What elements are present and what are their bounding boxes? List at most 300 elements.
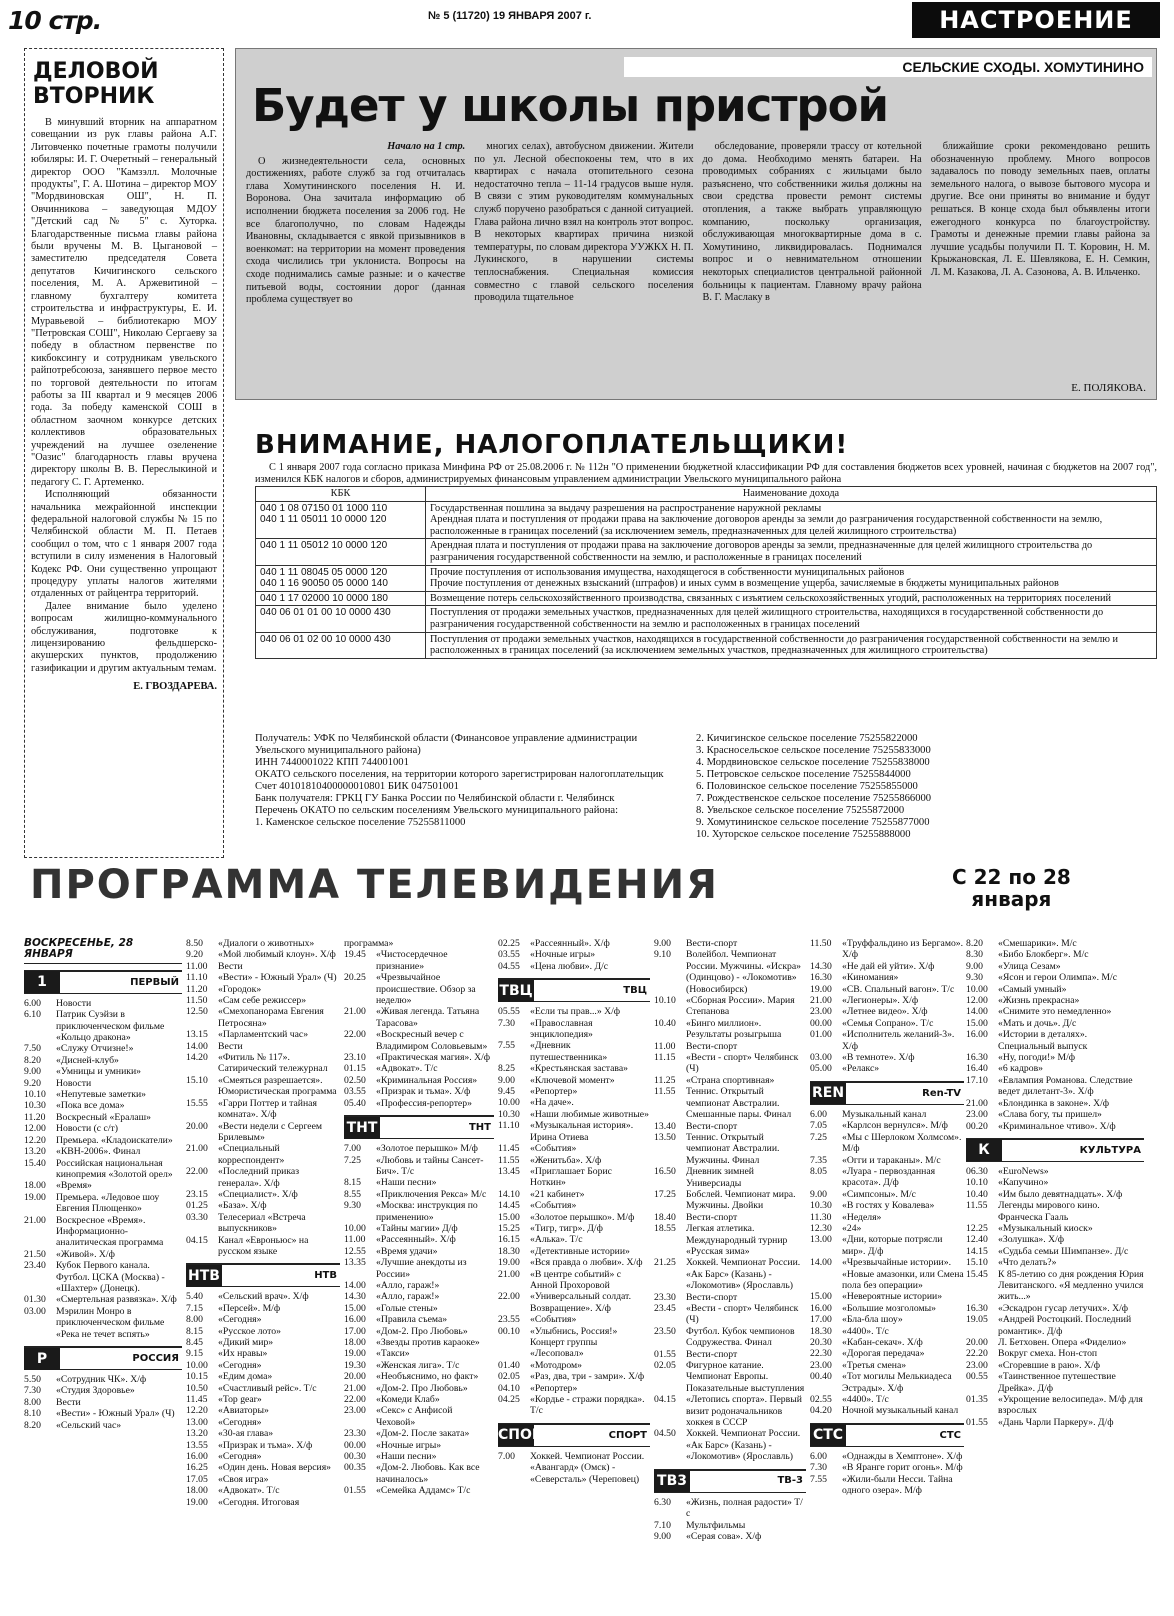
channel-name: НТВ — [314, 1270, 337, 1282]
program-time: 23.00 — [810, 1006, 832, 1018]
program-title: «Луара - первозданная красота». Д/ф — [842, 1165, 936, 1189]
program-title: «Снимите это немедленно» — [998, 1006, 1112, 1018]
program-time: 10.30 — [498, 1108, 520, 1120]
program-row — [654, 1292, 806, 1303]
program-row — [966, 984, 1144, 995]
program-row — [344, 972, 494, 1006]
program-row — [810, 1029, 964, 1052]
program-time: 11.00 — [344, 1234, 366, 1246]
program-time: 13.20 — [24, 1146, 46, 1158]
channel-header — [966, 1138, 1144, 1162]
program-time: 8.00 — [24, 1396, 41, 1408]
program-time: 01.25 — [186, 1200, 208, 1212]
program-time: 10.00 — [498, 1097, 520, 1109]
program-row — [810, 1006, 964, 1017]
program-time: 16.40 — [966, 1063, 988, 1075]
program-time: 6.00 — [810, 1450, 827, 1462]
program-title: «Бла-бла шоу» — [842, 1314, 903, 1326]
program-row — [810, 1337, 964, 1348]
program-time: 9.10 — [654, 949, 671, 961]
channel-header — [498, 978, 650, 1002]
program-title: «Кабан-секач». Х/ф — [842, 1337, 923, 1348]
program-time: 11.15 — [654, 1052, 676, 1064]
program-time: 11.25 — [654, 1074, 676, 1086]
feature-article — [235, 48, 1157, 400]
feature-column — [474, 141, 693, 307]
program-title: «EuroNews» — [998, 1165, 1049, 1177]
program-row — [186, 1462, 340, 1473]
program-row — [810, 995, 964, 1006]
program-title: «Ночные игры» — [376, 1439, 442, 1451]
program-time: 14.15 — [966, 1245, 988, 1257]
program-time: 23.15 — [186, 1188, 208, 1200]
program-row — [966, 1371, 1144, 1394]
program-time: 7.30 — [24, 1385, 41, 1397]
program-title: «Укрощение велосипеда». М/ф для взрослых — [998, 1394, 1143, 1417]
program-row — [654, 1075, 806, 1086]
program-title: Музыкальный канал — [842, 1108, 927, 1120]
program-time: 11.20 — [186, 983, 208, 995]
program-time: 14.00 — [810, 1257, 832, 1269]
program-time: 11.50 — [186, 995, 208, 1007]
program-row — [186, 1360, 340, 1371]
program-title: Вести-спорт — [686, 1211, 738, 1223]
program-row — [186, 1326, 340, 1337]
program-row — [186, 1006, 340, 1029]
program-title: «Сборная России». Мария Степанова — [686, 995, 795, 1018]
program-title: «Алло, гараж!» — [376, 1279, 440, 1291]
program-time: 10.00 — [344, 1222, 366, 1234]
program-time: 8.55 — [344, 1188, 361, 1200]
kbk-row — [256, 565, 1157, 591]
program-title: «Их нравы» — [218, 1348, 268, 1360]
program-time: 20.00 — [344, 1371, 366, 1383]
payee-line: ИНН 7440001022 КПП 744001001 — [255, 757, 409, 768]
channel-logo-icon: ТНТ — [344, 1117, 380, 1139]
program-row — [186, 1485, 340, 1496]
program-time: 04.20 — [810, 1405, 832, 1417]
program-title: «Мотодром» — [530, 1359, 583, 1371]
program-time: 23.30 — [344, 1428, 366, 1440]
program-time: 01.55 — [966, 1416, 988, 1428]
program-time: 8.50 — [186, 938, 203, 949]
program-time: 8.15 — [186, 1325, 203, 1337]
program-row — [186, 1428, 340, 1439]
program-row — [966, 995, 1144, 1006]
program-row — [344, 1348, 494, 1359]
program-title: «Приключения Рекса» М/с — [376, 1188, 487, 1200]
program-time: 9.00 — [654, 938, 671, 949]
program-row — [186, 1371, 340, 1382]
program-title: Вокруг смеха. Нон-стоп — [998, 1348, 1098, 1360]
program-title: Мультфильмы — [686, 1519, 746, 1531]
program-time: 19.00 — [24, 1191, 46, 1203]
program-row — [498, 1075, 650, 1086]
program-row — [186, 1474, 340, 1485]
program-title: «Жизнь, полная радости» Т/с — [686, 1496, 803, 1520]
program-title: «События» — [530, 1143, 577, 1155]
program-row — [186, 972, 340, 983]
program-row — [344, 1143, 494, 1154]
program-title: «Православная энциклопедия» — [530, 1017, 593, 1041]
program-row — [498, 1189, 650, 1200]
program-row — [498, 1394, 650, 1417]
program-row — [810, 1371, 964, 1394]
program-time: 11.20 — [24, 1111, 46, 1123]
program-time: 9.20 — [186, 949, 203, 961]
program-title: «Дикий мир» — [218, 1337, 274, 1348]
program-time: 22.20 — [966, 1348, 988, 1360]
channel-header — [186, 1263, 340, 1287]
program-time: 10.10 — [966, 1177, 988, 1189]
program-title: Хоккей. Чемпионат России. «Ак Барс» (Казань) - «Локомотив» (Ярославль) — [686, 1257, 801, 1292]
program-title: «Бибо Блокберг». М/с — [998, 949, 1089, 961]
program-row — [24, 1043, 182, 1054]
program-time: 19.05 — [966, 1314, 988, 1326]
program-row — [966, 1109, 1144, 1120]
program-row — [344, 1394, 494, 1405]
program-title: «Непутевые заметки» — [56, 1089, 147, 1101]
program-row — [966, 1200, 1144, 1223]
program-row — [24, 998, 182, 1009]
program-row — [344, 1063, 494, 1074]
program-time: 16.00 — [966, 1029, 988, 1041]
program-row — [654, 938, 806, 949]
program-time: 05.00 — [810, 1063, 832, 1075]
program-time: 5.40 — [186, 1291, 203, 1303]
program-row — [344, 1462, 494, 1485]
channel-name: РОССИЯ — [132, 1352, 179, 1364]
program-time: 03.55 — [344, 1086, 366, 1098]
program-time: 20.00 — [186, 1120, 208, 1132]
program-row — [24, 1123, 182, 1134]
program-row — [24, 1374, 182, 1385]
program-row — [966, 1337, 1144, 1348]
program-time: 16.15 — [498, 1234, 520, 1246]
program-title: «Релакс» — [842, 1063, 880, 1075]
program-time: 8.25 — [498, 1063, 515, 1075]
program-title: «Эскадрон гусар летучих». Х/ф — [998, 1302, 1129, 1314]
okato-line: 9. Хомутининское сельское поселение 75255877000 — [696, 817, 930, 828]
business-title: ДЕЛОВОЙ ВТОРНИК — [33, 59, 159, 109]
program-time: 16.50 — [654, 1166, 676, 1178]
program-title: «Сгоревшие в раю». Х/ф — [998, 1359, 1100, 1371]
program-time: 12.50 — [186, 1006, 208, 1018]
program-row — [498, 1212, 650, 1223]
program-title: «Улица Сезам» — [998, 960, 1061, 972]
program-title: Вести-спорт — [686, 938, 738, 949]
program-title: «Женитьба». Х/ф — [530, 1154, 602, 1166]
program-time: 23.55 — [498, 1314, 520, 1326]
channel-header — [810, 1081, 964, 1105]
program-time: 12.20 — [24, 1134, 46, 1146]
program-row — [344, 1291, 494, 1302]
program-time: 11.50 — [810, 938, 832, 949]
tax-notice-title: ВНИМАНИЕ, НАЛОГОПЛАТЕЛЬЩИКИ! — [255, 430, 849, 460]
program-time: 11.45 — [186, 1394, 208, 1406]
issue-line: № 5 (11720) 19 ЯНВАРЯ 2007 г. — [428, 10, 592, 22]
program-row — [810, 1052, 964, 1063]
program-time: 16.30 — [966, 1052, 988, 1064]
program-row — [344, 1029, 494, 1052]
program-time: 11.30 — [810, 1211, 832, 1223]
program-row — [654, 1018, 806, 1041]
program-time: 12.00 — [24, 1123, 46, 1135]
income-name: Арендная плата и поступления от продажи права на заключение договоров аренды за земли, предназначенные для целей жилищного строительства до разграничения государственной собственности на землю, и расположенные в границах поселений — [426, 539, 1157, 565]
channel-name: ТНТ — [468, 1121, 491, 1133]
program-row — [344, 1485, 494, 1496]
program-title: Новости (с с/т) — [56, 1123, 118, 1135]
kbk-row — [256, 632, 1157, 658]
program-row — [654, 1212, 806, 1223]
program-row — [966, 961, 1144, 972]
program-time: 05.55 — [498, 1006, 520, 1018]
program-time: 11.55 — [966, 1200, 988, 1212]
program-time: 11.55 — [654, 1086, 676, 1098]
program-title: «Невероятные истории» — [842, 1291, 943, 1303]
program-title: «Городок» — [218, 983, 262, 995]
program-time: 00.10 — [498, 1325, 520, 1337]
program-row — [966, 1269, 1144, 1303]
program-time: 13.45 — [498, 1165, 520, 1177]
program-time: 10.10 — [24, 1089, 46, 1101]
program-row — [810, 1166, 964, 1189]
program-row — [654, 1497, 806, 1520]
program-title: Телесериал «Встреча выпускников» — [218, 1211, 306, 1235]
program-title: «СВ. Спальный вагон». Т/с — [842, 983, 955, 995]
program-row — [498, 1109, 650, 1120]
program-row — [24, 1215, 182, 1249]
program-row — [498, 961, 650, 972]
program-title: «24» — [842, 1222, 862, 1234]
program-row — [966, 1234, 1144, 1245]
program-title: Новости — [56, 997, 92, 1009]
feature-section-strip: СЕЛЬСКИЕ СХОДЫ. ХОМУТИНИНО — [624, 57, 1152, 77]
program-row — [344, 1246, 494, 1257]
program-row — [966, 1006, 1144, 1017]
program-title: Фигурное катание. Чемпионат Европы. Показательные выступления — [686, 1360, 805, 1394]
program-time: 13.00 — [810, 1234, 832, 1246]
program-title: «Вести» - Южный Урал» (Ч) — [56, 1408, 175, 1420]
program-title: «Если ты прав...» Х/ф — [530, 1006, 621, 1018]
program-time: 18.00 — [344, 1337, 366, 1348]
program-time: 12.40 — [966, 1234, 988, 1246]
program-title: Вести-спорт — [686, 1040, 738, 1052]
program-time: 16.30 — [810, 972, 832, 984]
program-row — [498, 1383, 650, 1394]
program-time: 10.40 — [654, 1017, 676, 1029]
channel-name: Ren-TV — [922, 1087, 961, 1099]
program-row — [654, 949, 806, 995]
program-title: «Семейка Аддамс» Т/с — [376, 1485, 471, 1497]
program-title: «Золотое перышко». М/ф — [530, 1211, 635, 1223]
feature-column — [246, 141, 465, 307]
program-time: 14.00 — [344, 1279, 366, 1291]
channel-logo-icon: К — [966, 1139, 1002, 1161]
program-title: «Москва: инструкция по применению» — [376, 1200, 478, 1223]
program-row — [810, 1120, 964, 1131]
program-time: 9.30 — [344, 1200, 361, 1212]
program-time: 17.10 — [966, 1074, 988, 1086]
program-title: «Top gear» — [218, 1394, 262, 1406]
program-time: 00.55 — [966, 1371, 988, 1383]
program-row — [24, 1249, 182, 1260]
program-time: 21.00 — [344, 1006, 366, 1018]
program-time: 14.30 — [344, 1291, 366, 1303]
program-row — [654, 1428, 806, 1462]
program-time: 18.00 — [24, 1180, 46, 1192]
business-paragraph: В минувший вторник на аппаратном совещании из рук главы района А.Г. Литовченко почетные грамоты получили юбиляры: И. Г. Очеретный – генеральный директор ООО "Камзэлл. Молочные продукты", Г. А. Шотина – директор МОУ "Мордвиновская ОШ", Н. П. Овчинникова – заведующая МДОУ "Детский сад № 5" с. Хуторка. Благодарственные письма главы района были вручены М. В. Цыгановой – заместителю председателя Совета депутатов Кичигинского сельского поселения, М. А. Аржевитиной – главному бухгалтеру комитета строительства и инфраструктуры, Е. И. Муравьевой – библиотекарю МОУ "Петровская СОШ", Николаю Сергаеву за победу в областном первенстве по кикбоксингу и сотрудникам увельского райпотребсоюза, занявшего первое место по торговой деятельности по итогам работы за III квартал и 9 месяцев 2006 года. За победу каменской СОШ в областном заочном конкурсе детских коллективов образовательных учреждений на лучшее озеленение "Оазис" благодарность главы вручена директору школы В. В. Переслыкиной и педагогу С. Г. Артеменко. — [31, 117, 217, 488]
okato-line: 8. Увельское сельское поселение 75255872000 — [696, 805, 905, 816]
program-time: 10.00 — [186, 1359, 208, 1371]
program-row — [810, 1303, 964, 1314]
program-title: «Адвокат». Т/с — [218, 1485, 280, 1497]
program-row — [24, 1146, 182, 1157]
program-row — [344, 1337, 494, 1348]
program-title: «Сегодня» — [218, 1451, 262, 1463]
program-title: «Едим дома» — [218, 1371, 273, 1383]
program-time: 01.00 — [810, 1029, 832, 1041]
program-time: 16.30 — [966, 1302, 988, 1314]
program-row — [966, 1177, 1144, 1188]
program-time: 01.55 — [344, 1485, 366, 1497]
program-title: «Судьба семьи Шимпанзе». Д/с — [998, 1245, 1129, 1257]
program-row — [810, 1462, 964, 1473]
program-time: 22.00 — [186, 1166, 208, 1178]
program-row — [498, 1234, 650, 1245]
program-time: 9.20 — [24, 1077, 41, 1089]
business-tuesday-column — [24, 48, 224, 858]
program-title: «Смеяться разрешается». Юмористическая программа — [218, 1074, 337, 1098]
program-title: «Жили-были Несси. Тайна одного озера». М/ф — [842, 1473, 953, 1497]
program-time: 9.45 — [498, 1086, 515, 1098]
program-time: 14.00 — [186, 1040, 208, 1052]
program-row — [810, 1109, 964, 1120]
program-title: «Женская лига». Т/с — [376, 1359, 460, 1371]
program-row — [344, 1234, 494, 1245]
program-row — [966, 1166, 1144, 1177]
program-row — [186, 984, 340, 995]
program-row — [966, 1394, 1144, 1417]
program-row — [498, 1246, 650, 1257]
program-title: «Мой любимый клоун». Х/ф — [218, 949, 336, 961]
program-time: 10.30 — [810, 1200, 832, 1212]
program-time: 23.40 — [24, 1260, 46, 1272]
program-row — [344, 938, 494, 949]
program-row — [810, 1212, 964, 1223]
program-time: 23.00 — [810, 1359, 832, 1371]
program-title: «Дань Чарли Паркеру». Д/ф — [998, 1416, 1114, 1428]
program-time: 19.00 — [498, 1257, 520, 1269]
program-time: 21.00 — [24, 1214, 46, 1226]
program-time: 04.50 — [654, 1428, 676, 1440]
program-title: «Легионеры». Х/ф — [842, 995, 919, 1007]
program-row — [810, 1291, 964, 1302]
program-time: 13.50 — [654, 1131, 676, 1143]
program-row — [498, 1257, 650, 1268]
program-row — [186, 1029, 340, 1040]
program-row — [810, 1257, 964, 1291]
program-time: 16.00 — [186, 1451, 208, 1463]
program-time: 8.20 — [24, 1054, 41, 1066]
program-time: 01.55 — [654, 1348, 676, 1360]
program-row — [498, 1360, 650, 1371]
program-title: Вести-спорт — [686, 1348, 738, 1360]
program-title: «Алло, гараж!» — [376, 1291, 440, 1303]
program-title: «Вести - спорт» Челябинск (Ч) — [686, 1052, 799, 1075]
program-row — [24, 1158, 182, 1181]
channel-header — [654, 1469, 806, 1493]
program-time: 14.00 — [966, 1006, 988, 1018]
program-title: «Сельский врач». Х/ф — [218, 1291, 309, 1303]
program-row — [344, 1303, 494, 1314]
program-time: 13.55 — [186, 1439, 208, 1451]
okato-list — [696, 733, 1156, 841]
program-row — [186, 1348, 340, 1359]
program-row — [186, 1497, 340, 1508]
program-time: 13.20 — [186, 1428, 208, 1440]
channel-logo-icon: ТВ3 — [654, 1470, 690, 1492]
channel-logo-icon: СПОРТ — [498, 1424, 534, 1446]
program-row — [654, 1394, 806, 1428]
program-time: 01.30 — [24, 1294, 46, 1306]
program-row — [966, 1063, 1144, 1074]
program-row — [654, 1121, 806, 1132]
program-time: 7.50 — [24, 1043, 41, 1055]
program-title: «Живая легенда. Татьяна Тарасова» — [376, 1006, 480, 1029]
program-title: «Рассеянный». Х/ф — [376, 1234, 456, 1246]
program-title: «Один день. Новая версия» — [218, 1462, 332, 1474]
program-time: 6.00 — [810, 1108, 827, 1120]
program-title: «Тигр, тигр». Д/ф — [530, 1222, 603, 1234]
program-time: 8.20 — [966, 938, 983, 949]
program-title: Вести — [56, 1396, 81, 1408]
program-time: 10.10 — [654, 995, 676, 1007]
program-time: 19.00 — [344, 1348, 366, 1360]
program-title: «Парламентский час» — [218, 1029, 309, 1041]
program-time: 23.30 — [654, 1291, 676, 1303]
program-row — [186, 1440, 340, 1451]
program-title: «Чистосердечное признание» — [376, 949, 448, 972]
program-time: 21.00 — [344, 1382, 366, 1394]
channel-header — [24, 1346, 182, 1370]
program-title: «Вся правда о любви». Х/ф — [530, 1257, 643, 1269]
program-row — [24, 1294, 182, 1305]
program-time: 01.15 — [344, 1063, 366, 1075]
program-title: «В центре событий» с Анной Прохоровой — [530, 1268, 622, 1291]
program-title: Мэрилин Монро в приключенческом фильме «Река не течет вспять» — [56, 1305, 165, 1340]
program-time: 15.40 — [24, 1157, 46, 1169]
kbk-code: 040 06 01 02 00 10 0000 430 — [256, 632, 426, 658]
program-title: «Алька». Т/с — [530, 1234, 583, 1246]
program-title: «Страна спортивная» — [686, 1074, 775, 1086]
program-title: «Самый умный» — [998, 983, 1067, 995]
program-time: 14.20 — [186, 1052, 208, 1064]
program-row — [186, 1417, 340, 1428]
program-row — [810, 1189, 964, 1200]
program-time: 13.00 — [186, 1416, 208, 1428]
program-title: «Сегодня» — [218, 1416, 262, 1428]
program-title: «Правила съема» — [376, 1314, 448, 1326]
program-time: 02.25 — [498, 938, 520, 949]
program-row — [654, 1189, 806, 1212]
program-time: 15.00 — [966, 1017, 988, 1029]
program-row — [344, 1075, 494, 1086]
tv-column — [810, 938, 964, 1608]
program-row — [344, 1155, 494, 1178]
program-time: 19.30 — [344, 1359, 366, 1371]
program-title: «Что делать?» — [998, 1257, 1057, 1269]
